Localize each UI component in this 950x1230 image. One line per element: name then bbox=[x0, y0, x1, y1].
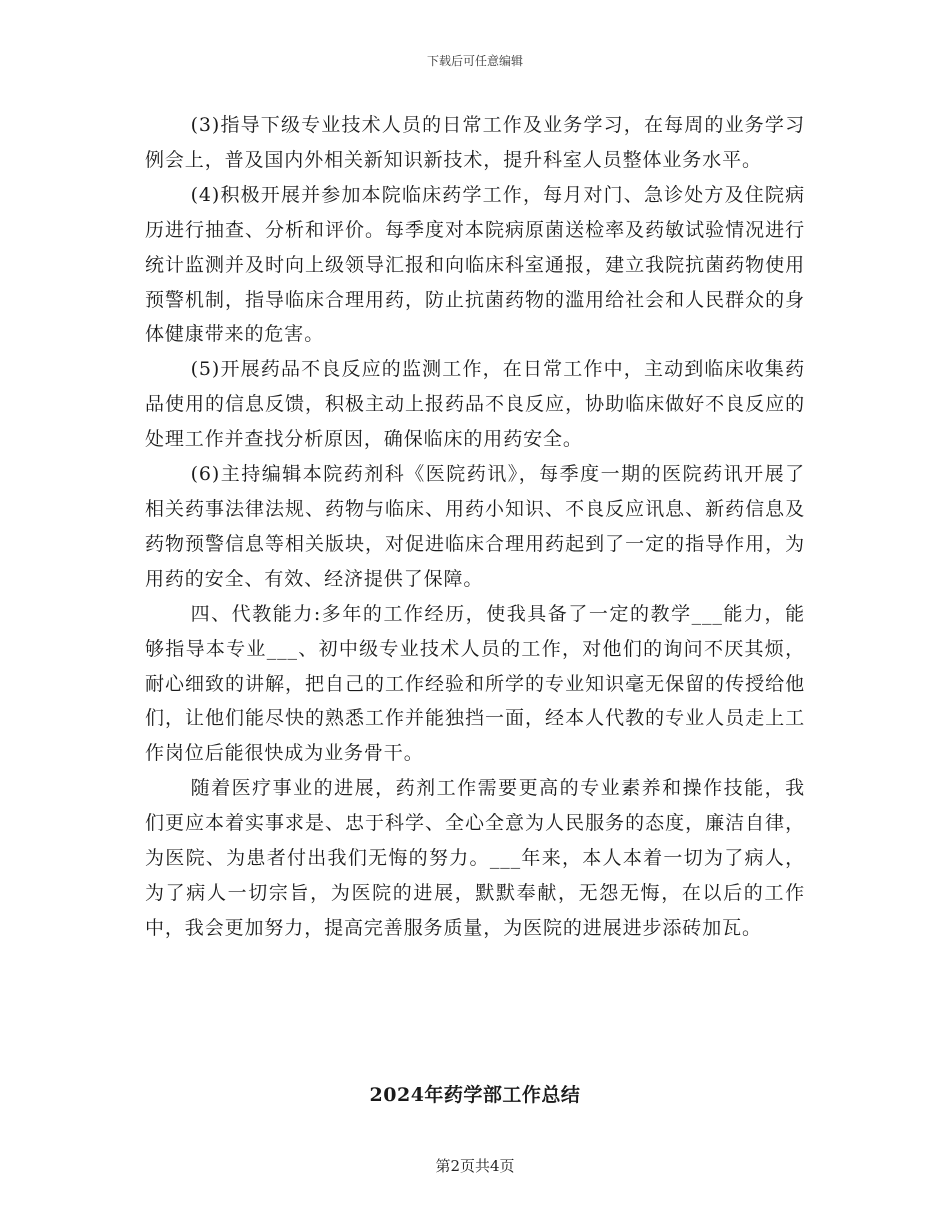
paragraph-6: (6)主持编辑本院药剂科《医院药讯》，每季度一期的医院药讯开展了相关药事法律法规、药物与临床、用药小知识、不良反应讯息、新药信息及药物预警信息等相关版块，对促进临床合理用药起到了一定的指导作用，为用药的安全、有效、经济提供了保障。 bbox=[145, 463, 805, 590]
paragraph-5: (5)开展药品不良反应的监测工作，在日常工作中，主动到临床收集药品使用的信息反馈，积极主动上报药品不良反应，协助临床做好不良反应的处理工作并查找分析原因，确保临床的用药安全。 bbox=[145, 358, 805, 451]
paragraph-conclusion: 随着医疗事业的进展，药剂工作需要更高的专业素养和操作技能，我们更应本着实事求是、忠于科学、全心全意为人民服务的态度，廉洁自律，为医院、为患者付出我们无悔的努力。___年来，本人本着一切为了病人，为了病人一切宗旨，为医院的进展，默默奉献，无怨无悔，在以后的工作中，我会更加努力，提高完善服务质量，为医院的进展进步添砖加瓦。 bbox=[145, 777, 805, 939]
paragraph-3: (3)指导下级专业技术人员的日常工作及业务学习，在每周的业务学习例会上，普及国内外相关新知识新技术，提升科室人员整体业务水平。 bbox=[145, 114, 805, 171]
document-body bbox=[145, 108, 805, 946]
page-header: 下载后可任意编辑 bbox=[426, 54, 523, 68]
section-title: 2024年药学部工作总结 bbox=[369, 1084, 581, 1106]
paragraph-teaching-ability: 四、代教能力:多年的工作经历，使我具备了一定的教学___能力，能够指导本专业___、初中级专业技术人员的工作，对他们的询问不厌其烦，耐心细致的讲解，把自己的工作经验和所学的专业知识毫无保留的传授给他们，让他们能尽快的熟悉工作并能独挡一面，经本人代教的专业人员走上工作岗位后能很快成为业务骨干。 bbox=[145, 602, 805, 765]
page-number: 第2页共4页 bbox=[435, 1157, 515, 1175]
paragraph-4: (4)积极开展并参加本院临床药学工作，每月对门、急诊处方及住院病历进行抽查、分析和评价。每季度对本院病原菌送检率及药敏试验情况进行统计监测并及时向上级领导汇报和向临床科室通报，建立我院抗菌药物使用预警机制，指导临床合理用药，防止抗菌药物的滥用给社会和人民群众的身体健康带来的危害。 bbox=[145, 183, 805, 346]
